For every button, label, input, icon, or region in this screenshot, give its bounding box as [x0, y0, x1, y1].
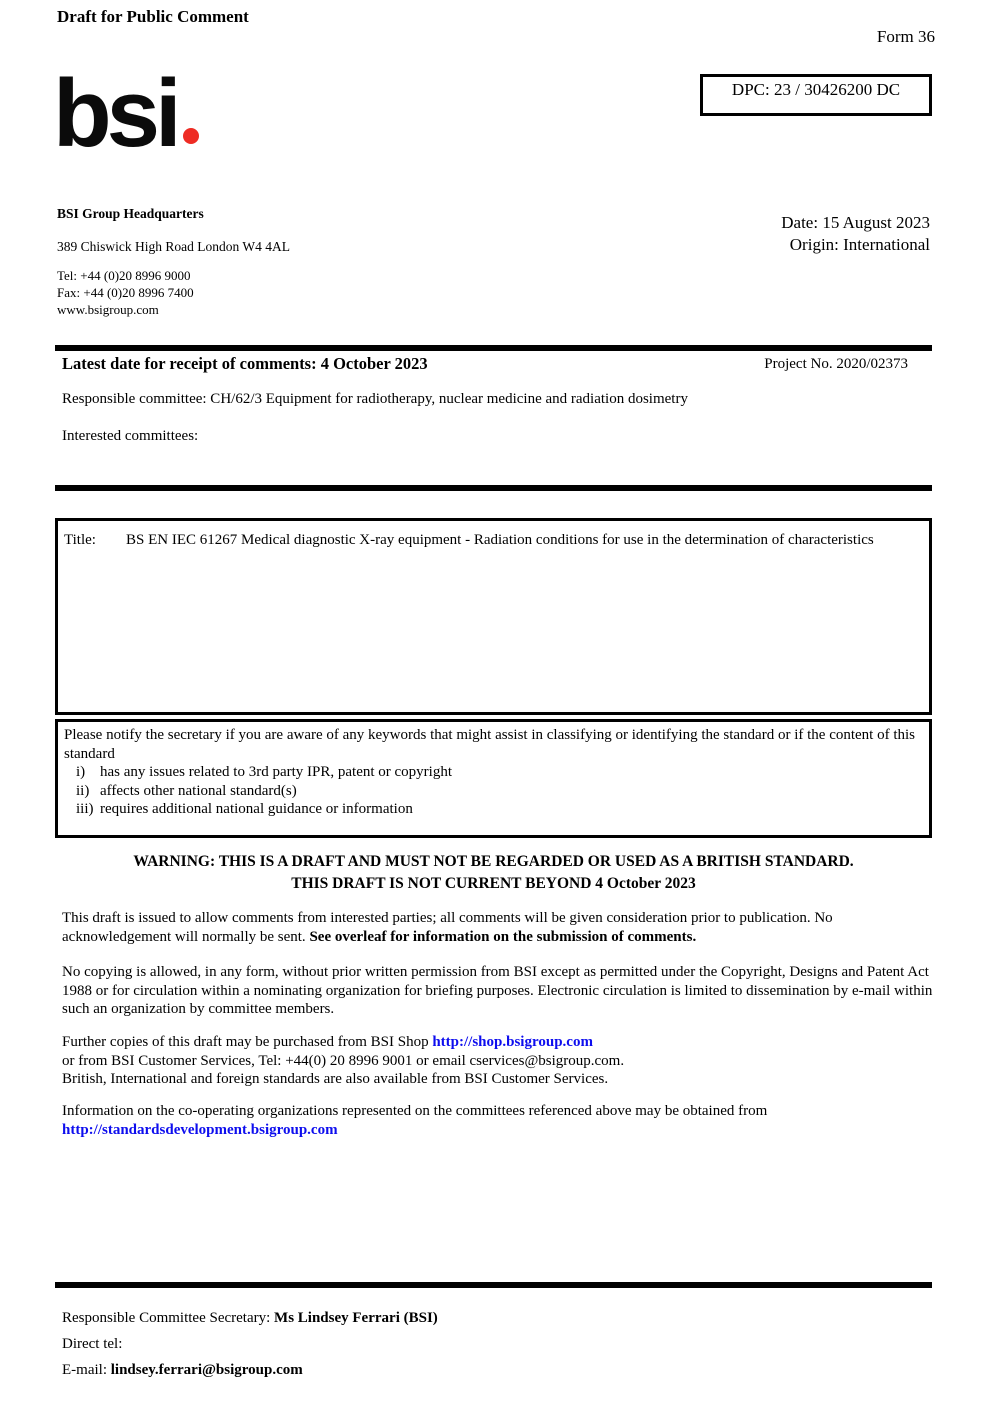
contact-block — [57, 206, 290, 318]
dpc-number-text: DPC: 23 / 30426200 DC — [731, 80, 901, 99]
secretary-label: Responsible Committee Secretary: — [62, 1310, 275, 1326]
headquarters-address: 389 Chiswick High Road London W4 4AL — [57, 239, 290, 254]
further-copies-line — [62, 1033, 934, 1052]
title-label: Title: — [64, 532, 96, 548]
title-box — [55, 518, 932, 715]
horizontal-rule-middle — [55, 485, 932, 491]
notify-item-iii-marker: iii) — [76, 801, 94, 817]
project-number-label: Project No. 2020/02373 — [764, 356, 908, 372]
no-copying-paragraph: No copying is allowed, in any form, without prior written permission from BSI except as permitted under the Copyright, Designs and Patent Act 1988 or for circulation within a nominating organization for briefing purposes. Electronic circulation is limited to dissemination by e-mail within such an organization by committee members. — [62, 964, 933, 1017]
see-overleaf-bold-text: See overleaf for information on the submission of comments. — [309, 928, 697, 945]
form-number-label: Form 36 — [876, 27, 935, 46]
secretary-footer-block — [62, 1305, 438, 1383]
date-origin-block — [781, 212, 930, 256]
draft-warning-block — [55, 851, 932, 895]
origin-line: Origin: International — [789, 235, 930, 254]
notify-item-ii — [64, 782, 921, 801]
horizontal-rule-bottom — [55, 1282, 932, 1288]
further-copies-paragraph — [62, 1033, 934, 1089]
dpc-number-box — [700, 74, 932, 116]
direct-tel-line: Direct tel: — [62, 1336, 123, 1352]
bsi-shop-link[interactable]: http://shop.bsigroup.com — [432, 1034, 593, 1050]
warning-line-2: THIS DRAFT IS NOT CURRENT BEYOND 4 October 2023 — [291, 875, 696, 892]
bsi-logo — [53, 60, 199, 167]
notify-item-ii-marker: ii) — [76, 782, 90, 799]
notify-item-ii-text: affects other national standard(s) — [100, 782, 297, 799]
horizontal-rule-top — [55, 345, 932, 351]
tel-line: Tel: +44 (0)20 8996 9000 — [57, 268, 191, 283]
comments-consideration-text: This draft is issued to allow comments from interested parties; all comments will be given consideration prior to publication. No acknowledgement will normally be sent. — [62, 910, 833, 945]
date-line: Date: 15 August 2023 — [781, 213, 930, 232]
customer-services-line: or from BSI Customer Services, Tel: +44(0) 20 8996 9001 or email cservices@bsigroup.com. — [62, 1052, 625, 1069]
comments-deadline-row — [62, 354, 930, 374]
notify-intro-text: Please notify the secretary if you are aware of any keywords that might assist in classifying or identifying the standard or if the content of this standard — [64, 727, 916, 762]
notify-item-iii-text: requires additional national guidance or information — [100, 801, 413, 817]
comments-consideration-paragraph — [62, 909, 934, 946]
bsi-shop-text: Further copies of this draft may be purchased from BSI Shop — [62, 1034, 433, 1050]
latest-date-label: Latest date for receipt of comments: 4 October 2023 — [62, 354, 428, 373]
cooperating-organizations-text: Information on the co-operating organizations represented on the committees referenced above may be obtained from — [62, 1103, 768, 1119]
bsi-logo-text: bsi — [53, 60, 177, 167]
notify-item-i-marker: i) — [76, 764, 86, 780]
responsible-committee-line: Responsible committee: CH/62/3 Equipment for radiotherapy, nuclear medicine and radiation dosimetry — [62, 391, 688, 407]
secretary-name: Ms Lindsey Ferrari (BSI) — [274, 1310, 438, 1326]
bsi-logo-red-dot-icon — [183, 128, 199, 144]
headquarters-name: BSI Group Headquarters — [57, 206, 204, 221]
standards-development-link[interactable]: http://standardsdevelopment.bsigroup.com — [62, 1121, 338, 1138]
warning-line-1: WARNING: THIS IS A DRAFT AND MUST NOT BE REGARDED OR USED AS A BRITISH STANDARD. — [133, 853, 854, 870]
fax-line: Fax: +44 (0)20 8996 7400 — [57, 285, 194, 300]
secretary-line — [62, 1305, 438, 1331]
draft-for-public-comment-label: Draft for Public Comment — [57, 7, 249, 26]
interested-committees-line: Interested committees: — [62, 428, 199, 444]
cooperating-organizations-paragraph — [62, 1102, 934, 1139]
email-label: E-mail: — [62, 1362, 111, 1378]
standard-title-text: BS EN IEC 61267 Medical diagnostic X-ray equipment - Radiation conditions for use in the determination of characteristics — [126, 532, 874, 548]
website-line: www.bsigroup.com — [57, 302, 159, 317]
keywords-notify-box — [55, 719, 932, 838]
email-line — [62, 1357, 438, 1383]
email-address: lindsey.ferrari@bsigroup.com — [110, 1362, 303, 1378]
notify-item-i — [64, 763, 921, 782]
notify-item-iii — [64, 800, 921, 819]
standards-availability-line: British, International and foreign standards are also available from BSI Customer Services. — [62, 1071, 609, 1087]
notify-item-i-text: has any issues related to 3rd party IPR, patent or copyright — [100, 764, 453, 780]
